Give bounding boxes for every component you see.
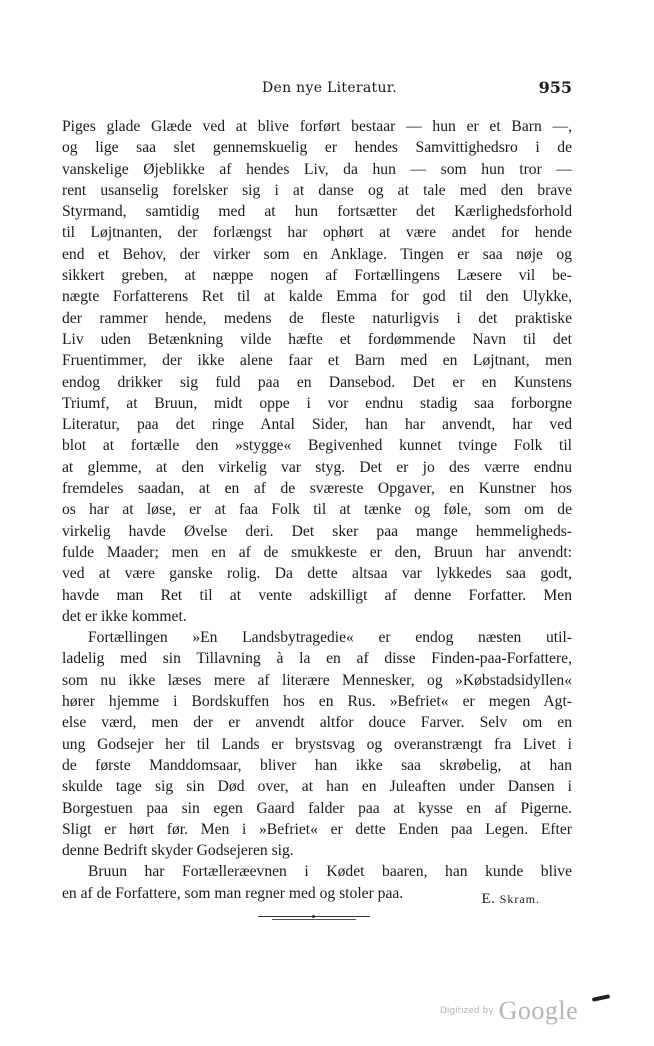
digitized-watermark xyxy=(440,996,578,1026)
text-line: Borgestuen paa sin egen Gaard falder paa at kysse en af Pigerne. xyxy=(62,799,572,817)
running-title: Den nye Literatur. xyxy=(262,80,398,96)
text-line: virkelig havde Øvelse deri. Det sker paa mange hemmeligheds- xyxy=(62,522,572,540)
rule-dot xyxy=(312,915,315,918)
end-ornament-rule xyxy=(258,916,370,919)
rule-line-bottom xyxy=(272,919,356,920)
text-line: som nu ikke læses mere af literære Mennesker, og »Købstadsidyllen« xyxy=(62,671,572,689)
text-line: ladelig med sin Tillavning à la en af disse Finden-paa-Forfattere, xyxy=(62,650,572,668)
text-line: rent usanselig forelsker sig i at danse og at tale med den brave xyxy=(62,181,572,199)
text-line: hører hjemme i Bordskuffen hos en Rus. »Befriet« er megen Agt- xyxy=(62,693,572,711)
text-line: til Løjtnanten, der forlængst har ophørt at være andet for hende xyxy=(62,224,572,242)
text-line: sikkert greben, at næppe nogen af Fortællingens Læsere vil be- xyxy=(62,267,572,285)
text-line: ung Godsejer her til Lands er brystsvag og overanstrængt fra Livet i xyxy=(62,735,572,753)
text-line: denne Bedrift skyder Godsejeren sig. xyxy=(62,842,294,860)
text-line: else værd, men der er anvendt altfor douce Farver. Selv om en xyxy=(62,714,572,732)
text-line: endog drikker sig fuld paa en Dansebod. Det er en Kunstens xyxy=(62,373,572,391)
text-line: at glemme, at den virkelig var styg. Det er jo des værre endnu xyxy=(62,458,572,476)
ink-mark xyxy=(592,994,610,1002)
text-line: blot at fortælle den »stygge« Begivenhed kunnet tvinge Folk til xyxy=(62,437,572,455)
text-line: en af de Forfattere, som man regner med og stoler paa. xyxy=(62,884,404,902)
text-line: de første Manddomsaar, bliver han ikke saa skrøbelig, at han xyxy=(62,756,572,774)
text-line: der rammer hende, medens de fleste naturligvis i det praktiske xyxy=(62,309,572,327)
page-number: 955 xyxy=(538,78,572,97)
signature-initial: E. xyxy=(481,891,496,907)
text-line: ved at være ganske rolig. Da dette altsaa var lykkedes saa godt, xyxy=(62,565,572,583)
text-line: vanskelige Øjeblikke af hendes Liv, da hun — som hun tror — xyxy=(62,160,572,178)
text-line: Piges glade Glæde ved at blive forført bestaar — hun er et Barn —, xyxy=(62,118,572,135)
text-line: Styrmand, samtidig med at hun fortsætter det Kærlighedsforhold xyxy=(62,203,572,221)
page-header xyxy=(62,80,572,104)
text-line: nægte Forfatterens Ret til at kalde Emma for god til den Ulykke, xyxy=(62,288,572,306)
watermark-small-text: Digitized by xyxy=(440,1006,494,1016)
text-line: end et Behov, der virker som en Anklage. Tingen er saa nøje og xyxy=(62,245,572,263)
text-line: os har at løse, er at faa Folk til at tænke og føle, som om de xyxy=(62,501,572,519)
text-line: det er ikke kommet. xyxy=(62,607,187,625)
text-line: havde man Ret til at vente adskilligt af denne Forfatter. Men xyxy=(62,586,572,604)
text-line: Fruentimmer, der ikke alene faar et Barn med en Løjtnant, men xyxy=(62,352,572,370)
signature-surname: Skram. xyxy=(499,892,540,906)
text-line: skulde tage sig sin Død over, at han en Juleaften under Dansen i xyxy=(62,778,572,796)
body-text xyxy=(62,116,572,904)
text-line: Liv uden Betænkning vilde hæfte et fordømmende Navn til det xyxy=(62,330,572,348)
text-line: fremdeles saadan, at en af de sværeste Opgaver, en Kunstner hos xyxy=(62,480,572,498)
text-line: Bruun har Fortælleræevnen i Kødet baaren, han kunde blive xyxy=(88,863,572,881)
text-line: fulde Maader; men en af de smukkeste er den, Bruun har anvendt: xyxy=(62,543,572,561)
text-line: og lige saa slet gennemskuelig er hendes Samvittighedsro i de xyxy=(62,139,572,157)
text-line: Sligt er hørt før. Men i »Befriet« er dette Enden paa Legen. Efter xyxy=(62,820,572,838)
text-line: Triumf, at Bruun, midt oppe i vor endnu stadig saa forborgne xyxy=(62,394,572,412)
text-line: Literatur, paa det ringe Antal Sider, han har anvendt, har ved xyxy=(62,416,572,434)
text-line: Fortællingen »En Landsbytragedie« er endog næsten util- xyxy=(88,629,572,647)
watermark-logo-text: Google xyxy=(498,996,579,1025)
author-signature xyxy=(481,891,540,908)
